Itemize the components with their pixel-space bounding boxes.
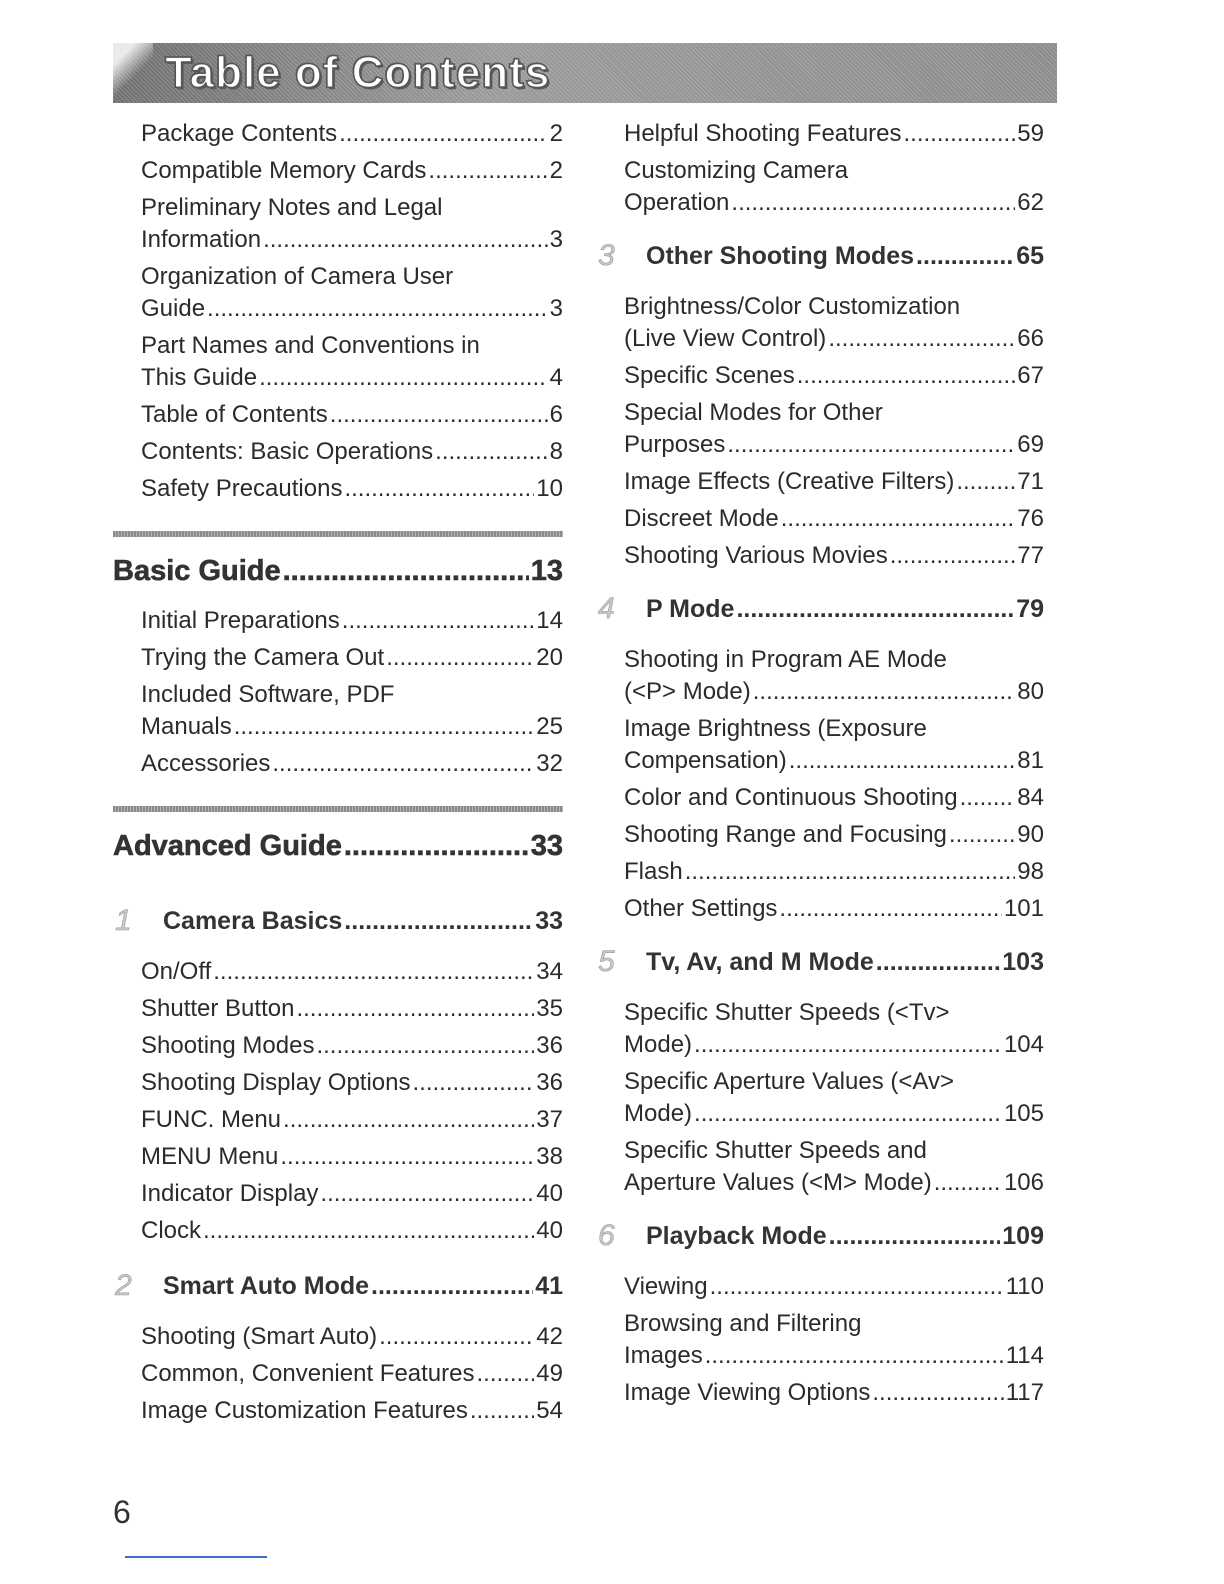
toc-entry-page: 36 [536,1032,563,1059]
toc-entry[interactable] [596,819,1044,851]
toc-entry-label: Shooting Various Movies [624,542,888,569]
toc-entry-page: 49 [536,1360,563,1387]
toc-entry-page: 36 [536,1069,563,1096]
leader-dots [960,782,1016,814]
toc-entry-row [141,293,563,325]
toc-entry-row [624,1340,1044,1372]
toc-entry-page: 20 [536,644,563,671]
chapter-page: 41 [535,1272,563,1300]
leader-dots [694,1098,1002,1130]
toc-entry-row [624,819,1044,851]
chapter-page: 103 [1002,948,1044,976]
toc-entry-label-line: Shooting in Program AE Mode [624,646,947,673]
leader-dots [872,1377,1003,1409]
toc-entry-label: Shutter Button [141,995,295,1022]
toc-entry-label: Package Contents [141,120,338,147]
toc-entry[interactable] [596,291,1044,355]
chapter-number: 2 [115,1269,132,1302]
toc-entry-label: FUNC. Menu [141,1106,282,1133]
toc-entry-label: Image Viewing Options [624,1379,871,1406]
toc-entry-page: 38 [536,1143,563,1170]
section-divider [113,806,563,812]
toc-entry[interactable] [113,1358,563,1390]
leader-dots [344,473,534,505]
toc-entry-row [141,224,563,256]
toc-entry-row [141,1358,563,1390]
chapter-number: 3 [598,239,615,272]
toc-entry-row [624,1098,1044,1130]
toc-entry-label: Table of Contents [141,401,328,428]
toc-entry[interactable] [596,713,1044,777]
toc-entry-page: 105 [1003,1100,1044,1127]
toc-entry[interactable] [596,503,1044,535]
toc-entry-label: Viewing [624,1273,708,1300]
chapter-title: Smart Auto Mode [163,1272,370,1300]
leader-dots [272,748,534,780]
leader-dots [904,118,1016,150]
toc-entry-page: 59 [1017,120,1044,147]
toc-entry-label-line: Organization of Camera User [141,263,454,290]
toc-entry-page: 8 [549,438,563,465]
toc-entry[interactable] [113,330,563,394]
toc-entry-page: 40 [536,1180,563,1207]
leader-dots [736,592,1014,626]
toc-entry[interactable] [113,605,563,637]
toc-entry[interactable] [596,1308,1044,1372]
basic-guide-heading[interactable] [113,553,563,589]
toc-entry-label: Operation [624,189,730,216]
leader-dots [296,993,534,1025]
toc-entry-label-line: Specific Shutter Speeds (<Tv> [624,999,950,1026]
toc-entry-row [624,187,1044,219]
toc-entry-row [624,745,1044,777]
toc-entry[interactable] [113,155,563,187]
chapter-title: Tv, Av, and M Mode [646,948,874,976]
toc-entry[interactable] [113,642,563,674]
toc-entry-label-line: Brightness/Color Customization [624,293,961,320]
leader-dots [203,1215,534,1247]
toc-entry-row [141,605,563,637]
leader-dots [435,436,547,468]
toc-entry-label: Specific Scenes [624,362,795,389]
toc-entry[interactable] [113,473,563,505]
leader-dots [949,819,1015,851]
front-matter-list [113,118,563,505]
chapter-entries [113,1321,563,1427]
leader-dots [412,1067,534,1099]
toc-entry-page: 81 [1017,747,1044,774]
leader-dots [283,553,529,589]
toc-entry-row [624,360,1044,392]
leader-dots [207,293,548,325]
toc-entry[interactable] [596,118,1044,150]
toc-entry-row [141,436,563,468]
toc-entry-label: Other Settings [624,895,778,922]
toc-entry-row [141,642,563,674]
toc-entry-label-line: Preliminary Notes and Legal [141,194,443,221]
toc-entry-label: Image Customization Features [141,1397,468,1424]
toc-entry-label-line: Specific Shutter Speeds and [624,1137,927,1164]
toc-entry-label: This Guide [141,364,258,391]
section-divider [113,531,563,537]
toc-entry-label: Discreet Mode [624,505,779,532]
toc-entry-row [141,399,563,431]
toc-entry-row [624,782,1044,814]
toc-entry-page: 25 [536,713,563,740]
toc-entry[interactable] [596,360,1044,392]
basic-guide-page: 13 [530,555,563,587]
toc-entry[interactable] [113,1395,563,1427]
toc-right-column [596,118,1044,1409]
leader-dots [379,1321,534,1353]
toc-entry-page: 117 [1005,1379,1044,1406]
toc-entry[interactable] [113,1321,563,1353]
chapter-entries [596,291,1044,572]
toc-entry-page: 67 [1017,362,1044,389]
toc-entry-label: Shooting Range and Focusing [624,821,947,848]
toc-entry-row [141,711,563,743]
chapter-4-block [596,592,1044,925]
toc-entry-label: Flash [624,858,683,885]
leader-dots [320,1178,534,1210]
toc-entry-label: Clock [141,1217,202,1244]
leader-dots [344,828,529,864]
toc-entry-label: Shooting Display Options [141,1069,411,1096]
leader-dots [316,1030,534,1062]
toc-entry-label: Compensation) [624,747,787,774]
toc-entry-label: Initial Preparations [141,607,340,634]
toc-entry-label: Color and Continuous Shooting [624,784,958,811]
leader-dots [280,1141,534,1173]
toc-entry[interactable] [113,261,563,325]
chapter-2-block [113,1269,563,1427]
toc-entry-label: Common, Convenient Features [141,1360,475,1387]
toc-entry-page: 106 [1003,1169,1044,1196]
chapter-heading[interactable] [113,1269,563,1303]
toc-entry-page: 3 [549,295,563,322]
toc-entry-label: Images [624,1342,703,1369]
leader-dots [386,642,534,674]
leader-dots [789,745,1016,777]
toc-entry-label: Shooting (Smart Auto) [141,1323,378,1350]
toc-entry-label-line: Customizing Camera [624,157,849,184]
chapter-number: 5 [598,945,615,978]
toc-entry-label-line: Included Software, PDF [141,681,395,708]
leader-dots [731,187,1015,219]
toc-entry-row [141,1215,563,1247]
leader-dots [829,1219,1001,1253]
toc-entry[interactable] [113,1104,563,1136]
toc-entry-page: 80 [1017,678,1044,705]
leader-dots [710,1271,1004,1303]
toc-entry-page: 54 [536,1397,563,1424]
toc-entry-label: Image Effects (Creative Filters) [624,468,955,495]
toc-entry-label: Guide [141,295,206,322]
toc-entry[interactable] [596,1377,1044,1409]
toc-entry[interactable] [113,1067,563,1099]
toc-entry-label-line: Part Names and Conventions in [141,332,480,359]
toc-entry-page: 84 [1017,784,1044,811]
leader-dots [956,466,1015,498]
chapter-number: 6 [598,1219,615,1252]
chapter-1-block [113,904,563,1247]
chapter-6-block [596,1219,1044,1409]
toc-entry-label: Trying the Camera Out [141,644,385,671]
toc-entry-page: 37 [536,1106,563,1133]
leader-dots [797,360,1016,392]
toc-entry-label: Information [141,226,262,253]
toc-entry[interactable] [113,436,563,468]
advanced-guide-title: Advanced Guide [113,830,342,862]
banner-corner-highlight [113,43,153,103]
chapter-3-block [596,239,1044,572]
toc-entry-page: 110 [1005,1273,1044,1300]
toc-entry-label-line: Image Brightness (Exposure [624,715,927,742]
leader-dots [828,323,1015,355]
chapter-page: 79 [1016,595,1044,623]
toc-entry-label-line: Special Modes for Other [624,399,883,426]
toc-entry-row [624,429,1044,461]
leader-dots [916,239,1014,273]
chapter-entries [596,1271,1044,1409]
toc-entry-label: Manuals [141,713,232,740]
toc-entry[interactable] [113,1141,563,1173]
toc-entry[interactable] [596,1135,1044,1199]
advanced-guide-page: 33 [530,830,563,862]
chapter-entries [113,956,563,1247]
toc-entry-row [141,473,563,505]
toc-entry-row [624,1029,1044,1061]
toc-entry[interactable] [113,679,563,743]
leader-dots [259,362,548,394]
toc-entry-row [624,503,1044,535]
toc-entry[interactable] [596,856,1044,888]
leader-dots [934,1167,1002,1199]
toc-entry-label: On/Off [141,958,212,985]
toc-entry-label: Aperture Values (<M> Mode) [624,1169,932,1196]
chapter-page: 33 [535,907,563,935]
toc-entry-page: 114 [1005,1342,1044,1369]
toc-entry-row [141,1030,563,1062]
leader-dots [344,904,533,938]
toc-entry-page: 98 [1017,858,1044,885]
leader-dots [339,118,548,150]
toc-entry-row [624,676,1044,708]
toc-entry-page: 35 [536,995,563,1022]
toc-entry-page: 42 [536,1323,563,1350]
leader-dots [694,1029,1002,1061]
toc-entry[interactable] [596,466,1044,498]
toc-entry[interactable] [113,1030,563,1062]
leader-dots [779,893,1002,925]
toc-entry[interactable] [596,155,1044,219]
toc-entry-page: 62 [1017,189,1044,216]
leader-dots [234,711,535,743]
toc-entry-page: 66 [1017,325,1044,352]
toc-entry-label: Contents: Basic Operations [141,438,434,465]
leader-dots [890,540,1016,572]
leader-dots [330,399,548,431]
toc-entry-page: 2 [549,120,563,147]
toc-entry[interactable] [596,397,1044,461]
leader-dots [371,1269,533,1303]
toc-entry-row [624,118,1044,150]
toc-entry-page: 71 [1017,468,1044,495]
toc-entry-row [141,155,563,187]
toc-entry-row [141,362,563,394]
toc-entry-label: (<P> Mode) [624,678,751,705]
toc-entry-row [624,893,1044,925]
toc-entry-page: 3 [549,226,563,253]
toc-entry[interactable] [113,748,563,780]
toc-entry-row [624,1167,1044,1199]
toc-entry[interactable] [113,993,563,1025]
leader-dots [781,503,1016,535]
toc-entry[interactable] [596,1271,1044,1303]
toc-entry-row [141,956,563,988]
toc-entry-row [624,540,1044,572]
toc-entry-page: 4 [549,364,563,391]
leader-dots [477,1358,535,1390]
toc-entry-page: 2 [549,157,563,184]
basic-guide-title: Basic Guide [113,555,281,587]
toc-entry-row [624,1377,1044,1409]
chapter-heading[interactable] [113,904,563,938]
chapter-5-block [596,945,1044,1199]
leader-dots [428,155,547,187]
toc-entry[interactable] [596,997,1044,1061]
chapter-title: Playback Mode [646,1222,827,1250]
toc-entry-page: 77 [1017,542,1044,569]
toc-entry-label: Indicator Display [141,1180,319,1207]
toc-entry-row [141,993,563,1025]
toc-left-column [113,118,563,1427]
chapter-entries [596,644,1044,925]
toc-entry-row [141,1395,563,1427]
toc-entry-label: Compatible Memory Cards [141,157,427,184]
page-number: 6 [113,1494,131,1530]
toc-entry-page: 32 [536,750,563,777]
toc-entry-row [141,118,563,150]
toc-entry-page: 69 [1017,431,1044,458]
toc-entry-row [141,1104,563,1136]
toc-entry[interactable] [113,1215,563,1247]
toc-entry-label: Mode) [624,1100,693,1127]
chapter-number: 1 [115,904,132,937]
chapter-2-continued-list [596,118,1044,219]
toc-entry-label: (Live View Control) [624,325,827,352]
toc-entry[interactable] [113,1178,563,1210]
chapter-title: P Mode [646,595,735,623]
toc-entry-label: MENU Menu [141,1143,279,1170]
leader-dots [705,1340,1004,1372]
chapter-entries [596,997,1044,1199]
toc-entry[interactable] [596,1066,1044,1130]
toc-entry-page: 40 [536,1217,563,1244]
chapter-heading[interactable] [596,592,1044,626]
toc-entry-label: Accessories [141,750,271,777]
toc-entry-row [141,1178,563,1210]
leader-dots [753,676,1016,708]
toc-entry-row [624,466,1044,498]
toc-entry[interactable] [596,540,1044,572]
toc-entry[interactable] [113,192,563,256]
leader-dots [263,224,548,256]
toc-entry-row [624,1271,1044,1303]
advanced-guide-heading[interactable] [113,828,563,864]
toc-entry-label: Safety Precautions [141,475,343,502]
toc-entry-row [141,1067,563,1099]
toc-entry-row [141,1321,563,1353]
toc-entry-label: Shooting Modes [141,1032,315,1059]
toc-entry-label-line: Specific Aperture Values (<Av> [624,1068,954,1095]
toc-entry-label: Purposes [624,431,726,458]
toc-entry[interactable] [596,782,1044,814]
chapter-heading[interactable] [596,239,1044,273]
chapter-number: 4 [598,592,615,625]
toc-entry[interactable] [596,644,1044,708]
chapter-page: 65 [1016,242,1044,270]
footer-rule [125,1556,267,1558]
page-title: Table of Contents [165,48,551,97]
leader-dots [727,429,1015,461]
leader-dots [213,956,534,988]
basic-guide-list [113,605,563,780]
leader-dots [685,856,1016,888]
chapter-heading[interactable] [596,1219,1044,1253]
leader-dots [283,1104,534,1136]
toc-entry[interactable] [113,399,563,431]
leader-dots [876,945,1000,979]
toc-entry-row [141,748,563,780]
toc-entry-row [624,856,1044,888]
toc-entry[interactable] [113,956,563,988]
toc-entry[interactable] [113,118,563,150]
toc-entry-row [624,323,1044,355]
toc-entry-page: 101 [1003,895,1044,922]
toc-entry-page: 104 [1003,1031,1044,1058]
chapter-title: Camera Basics [163,907,343,935]
chapter-heading[interactable] [596,945,1044,979]
toc-entry-row [141,1141,563,1173]
toc-entry-page: 76 [1017,505,1044,532]
leader-dots [470,1395,534,1427]
toc-entry-label: Helpful Shooting Features [624,120,902,147]
toc-entry-page: 34 [536,958,563,985]
toc-entry-label: Mode) [624,1031,693,1058]
toc-entry-label-line: Browsing and Filtering [624,1310,862,1337]
chapter-title: Other Shooting Modes [646,242,915,270]
chapter-page: 109 [1002,1222,1044,1250]
toc-entry[interactable] [596,893,1044,925]
leader-dots [342,605,535,637]
toc-entry-page: 14 [536,607,563,634]
toc-entry-page: 90 [1017,821,1044,848]
toc-entry-page: 6 [549,401,563,428]
toc-entry-page: 10 [536,475,563,502]
